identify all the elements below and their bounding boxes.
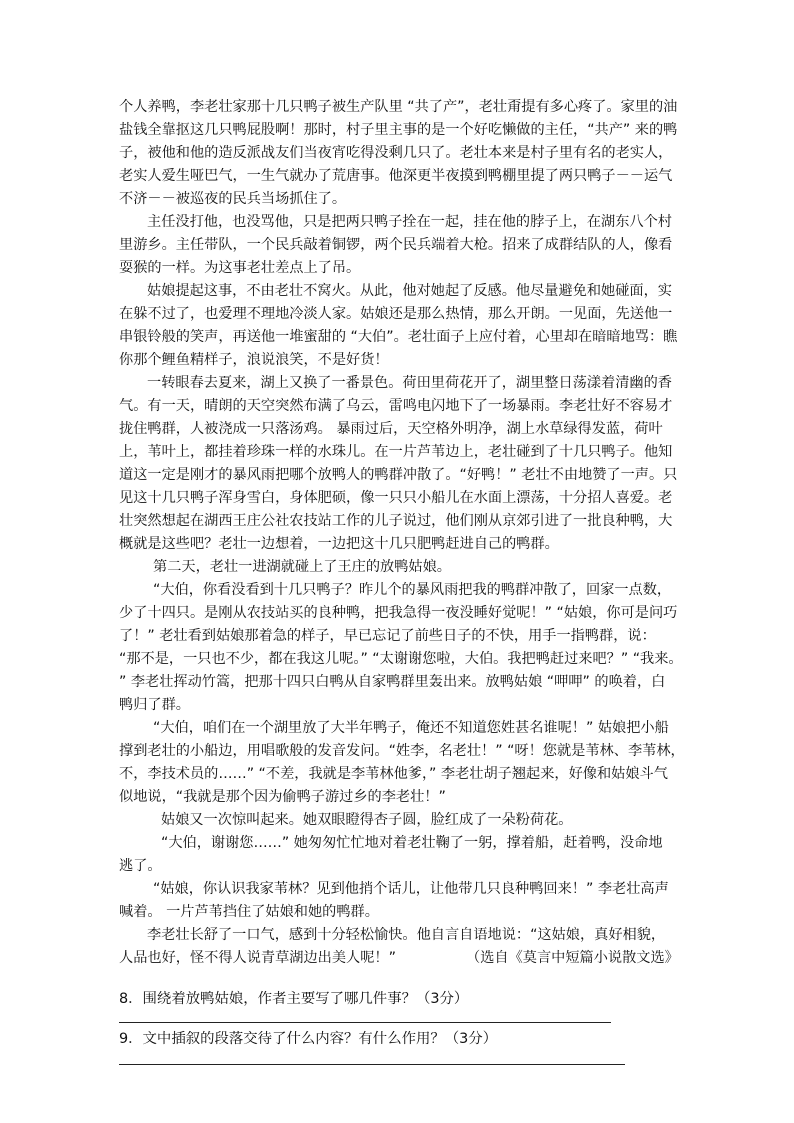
text-line: 子，被他和他的造反派战友们当夜宵吃得没剩几只了。老壮本来是村子里有名的老实人， <box>119 145 673 161</box>
text-line: 你那个鲤鱼精样子，浪说浪笑，不是好货！ <box>119 352 389 368</box>
source-citation: （选自《莫言中短篇小说散文选》 <box>466 950 679 966</box>
text-line: 撑到老壮的小船边，用唱歌般的发音发问。“姓李，名老壮！” “呀！您就是苇林、李苇林， <box>119 743 685 759</box>
text-line: 第二天，老壮一进湖就碰上了王庄的放鸭姑娘。 <box>153 559 451 575</box>
answer-line-9[interactable] <box>119 1064 625 1065</box>
text-line: 见这十几只鸭子浑身雪白，身体肥硕，像一只只小船儿在水面上漂荡，十分招人喜爱。老 <box>119 490 673 506</box>
text-line: 姑娘提起这事，不由老壮不窝火。从此，他对她起了反感。他尽量避免和她碰面，实 <box>147 283 672 299</box>
text-line: 喊着。 一片芦苇挡住了姑娘和她的鸭群。 <box>119 904 379 920</box>
question-8: 8．围绕着放鸭姑娘，作者主要写了哪几件事？（3分） <box>119 991 469 1007</box>
text-line: 道这一定是刚才的暴风雨把哪个放鸭人的鸭群冲散了。“好鸭！” 老壮不由地赞了一声。只 <box>119 467 678 483</box>
text-line: 气。有一天，晴朗的天空突然布满了乌云，雷鸣电闪地下了一场暴雨。李老壮好不容易才 <box>119 398 673 414</box>
answer-line-8[interactable] <box>119 1022 611 1023</box>
text-line: 拢住鸭群，人被浇成一只落汤鸡。 暴雨过后，天空格外明净，湖上水草绿得发蓝，荷叶 <box>119 421 663 437</box>
text-line: “大伯，你看没看到十几只鸭子？昨儿个的暴风雨把我的鸭群冲散了，回家一点数， <box>153 582 672 598</box>
text-line: 里游乡。主任带队，一个民兵敲着铜锣，两个民兵端着大枪。招来了成群结队的人，像看 <box>119 237 673 253</box>
text-line: “大伯，谢谢您……” 她匆匆忙忙地对着老壮鞠了一躬，撑着船，赶着鸭，没命地 <box>161 835 663 851</box>
text-line: 不，李技术员的……” “不差，我就是李苇林他爹，” 李老壮胡子翘起来，好像和姑娘斗气 <box>119 766 668 782</box>
text-line: 盐钱全靠抠这几只鸭屁股啊！那时，村子里主事的是一个好吃懒做的主任，“共产” 来的鸭 <box>119 122 678 138</box>
text-line: “姑娘，你认识我家苇林？见到他捎个话儿，让他带几只良种鸭回来！” 李老壮高声 <box>153 881 669 897</box>
text-line: 人品也好，怪不得人说青草湖边出美人呢！” <box>119 950 396 966</box>
text-line: 上，苇叶上，都挂着珍珠一样的水珠儿。在一片芦苇边上，老壮碰到了十几只鸭子。他知 <box>119 444 673 460</box>
text-line: “那不是，一只也不少，都在我这儿呢。” “太谢谢您啦，大伯。我把鸭赶过来吧？” “我来。 <box>119 651 683 667</box>
text-line: ” 李老壮挥动竹篙，把那十四只白鸭从自家鸭群里轰出来。放鸭姑娘 “呷呷” 的唤着，白 <box>119 674 666 690</box>
text-line: 主任没打他，也没骂他，只是把两只鸭子拴在一起，挂在他的脖子上，在湖东八个村 <box>147 214 672 230</box>
text-line: 不济－－被巡夜的民兵当场抓住了。 <box>119 191 347 207</box>
text-line: “大伯，咱们在一个湖里放了大半年鸭子，俺还不知道您姓甚名谁呢！” 姑娘把小船 <box>153 720 669 736</box>
text-line: 李老壮长舒了一口气，感到十分轻松愉快。他自言自语地说：“这姑娘，真好相貌， <box>147 927 666 943</box>
text-line: 鸭归了群。 <box>119 697 190 713</box>
text-line: 老实人爱生哑巴气，一生气就办了荒唐事。他深更半夜摸到鸭棚里提了两只鸭子－－运气 <box>119 168 673 184</box>
text-line: 少了十四只。是刚从农技站买的良种鸭，把我急得一夜没睡好觉呢！” “姑娘，你可是问巧 <box>119 605 678 621</box>
text-line: 似地说，“我就是那个因为偷鸭子游过乡的李老壮！” <box>119 789 446 805</box>
text-line: 概就是这些吧？老壮一边想着，一边把这十几只肥鸭赶进自己的鸭群。 <box>119 536 559 552</box>
text-line: 一转眼春去夏来，湖上又换了一番景色。荷田里荷花开了，湖里整日荡漾着清幽的香 <box>147 375 672 391</box>
text-line: 在躲不过了，也爱理不理地冷淡人家。姑娘还是那么热情，那么开朗。一见面，先送他一 <box>119 306 673 322</box>
text-line: 个人养鸭，李老壮家那十几只鸭子被生产队里 “共了产”，老壮甭提有多心疼了。家里的油 <box>119 99 678 115</box>
text-line: 壮突然想起在湖西王庄公社农技站工作的儿子说过，他们刚从京郊引进了一批良种鸭，大 <box>119 513 673 529</box>
question-9: 9．文中插叙的段落交待了什么内容？有什么作用？（3分） <box>119 1031 498 1047</box>
text-line: 姑娘又一次惊叫起来。她双眼瞪得杏子圆，脸红成了一朵粉荷花。 <box>161 812 573 828</box>
text-line: 串银铃般的笑声，再送他一堆蜜甜的 “大伯”。老壮面子上应付着，心里却在暗暗地骂：瞧 <box>119 329 678 345</box>
text-line: 了！” 老壮看到姑娘那着急的样子，早已忘记了前些日子的不快，用手一指鸭群，说： <box>119 628 656 644</box>
text-line: 耍猴的一样。为这事老壮差点上了吊。 <box>119 260 361 276</box>
text-line: 逃了。 <box>119 858 162 874</box>
